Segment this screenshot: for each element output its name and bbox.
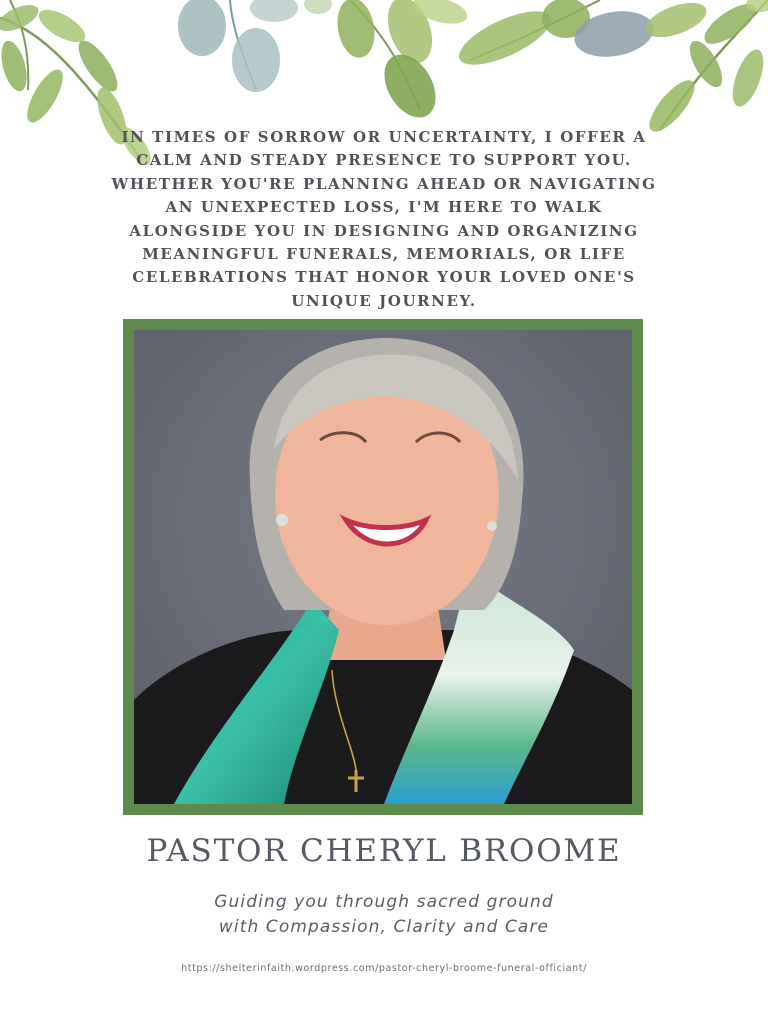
tagline-line-2: with Compassion, Clarity and Care bbox=[218, 917, 550, 937]
intro-paragraph: IN TIMES OF SORROW OR UNCERTAINTY, I OFFER A CALM AND STEADY PRESENCE TO SUPPORT YOU. WHETHER YOU'RE PLANNING AHEAD OR NAVIGATING AN UNEXPECTED LOSS, I'M HERE TO WALK ALONGSIDE YOU IN DESIGNING AND ORGANIZING MEANINGFUL FUNERALS, MEMORIALS, OR LIFE CELEBRATIONS THAT HONOR YOUR LOVED ONE'S UNIQUE JOURNEY. bbox=[111, 128, 657, 310]
officiant-name: PASTOR CHERYL BROOME bbox=[146, 833, 622, 869]
portrait-photo-frame bbox=[123, 319, 643, 815]
tagline bbox=[0, 890, 768, 940]
website-url: https://shelterinfaith.wordpress.com/pastor-cheryl-broome-funeral-officiant/ bbox=[181, 963, 587, 974]
portrait-photo bbox=[134, 330, 632, 804]
tagline-line-1: Guiding you through sacred ground bbox=[214, 892, 554, 912]
